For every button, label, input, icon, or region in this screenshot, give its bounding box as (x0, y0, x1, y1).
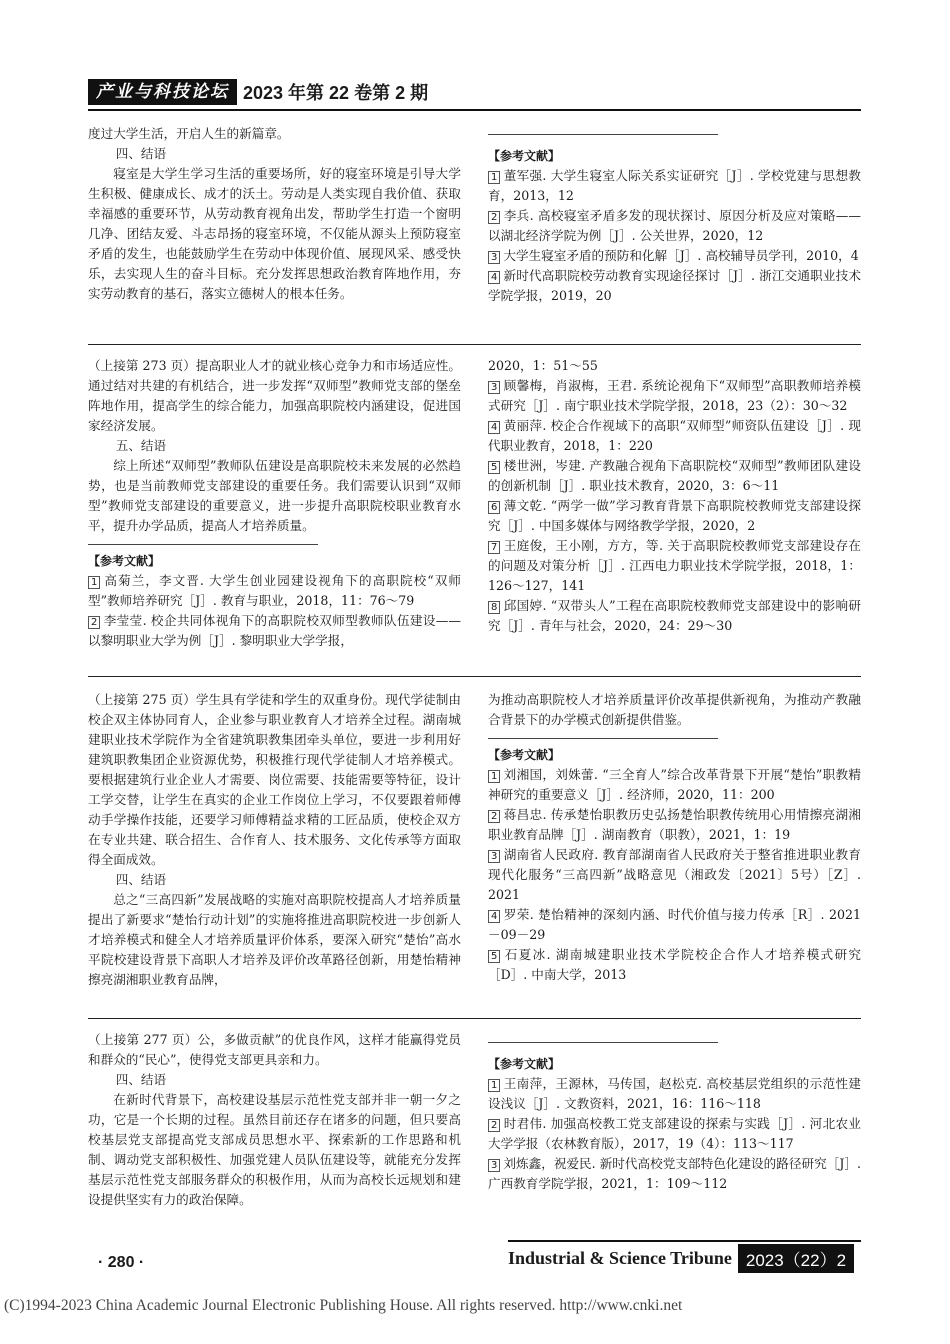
reference-number: 5 (488, 950, 500, 963)
reference-item (488, 805, 861, 845)
reference-text: 大学生寝室矛盾的预防和化解［J］. 高校辅导员学刊，2010，4 (503, 248, 859, 263)
issue-label: 2023 年第 22 卷第 2 期 (243, 83, 429, 103)
reference-text: 薄文乾. “两学一做”学习教育背景下高职院校教师党支部建设探究［J］. 中国多媒体与网络教学学报，2020，2 (488, 498, 861, 533)
reference-number: 2 (88, 616, 100, 629)
s2-body (88, 356, 461, 536)
reference-number: 4 (488, 910, 500, 923)
reference-number: 6 (488, 501, 500, 514)
reference-item (88, 611, 461, 651)
reference-number: 4 (488, 271, 500, 284)
reference-text: 顾馨梅，肖淑梅，王君. 系统论视角下“双师型”高职教师培养模式研究［J］. 南宁职业技术学院学报，2018，23（2）：30～32 (488, 378, 861, 413)
reference-number: 2 (488, 211, 500, 224)
reference-heading: 【参考文献】 (488, 149, 561, 163)
reference-number: 3 (488, 251, 500, 264)
reference-text: 刘湘国，刘姝蕾. “三全育人”综合改革背景下开展“楚怡”职教精神研究的重要意义［J］. 经济师，2020，11：200 (488, 767, 861, 802)
reference-item (488, 246, 861, 266)
reference-text: 新时代高职院校劳动教育实现途径探讨［J］. 浙江交通职业技术学院学报，2019，20 (488, 268, 861, 303)
reference-text: 石夏冰. 湖南城建职业技术学院校企合作人才培养模式研究［D］. 中南大学，2013 (488, 947, 861, 982)
section-heading: 四、结语 (115, 872, 167, 887)
reference-item (488, 456, 861, 496)
ref-rule (488, 1042, 718, 1043)
reference-text: 时君伟. 加强高校教工党支部建设的探索与实践［J］. 河北农业大学学报（农林教育版），2017，19（4）：113～117 (488, 1116, 861, 1151)
reference-text: 李兵. 高校寝室矛盾多发的现状探讨、原因分析及应对策略——以湖北经济学院为例［J］. 公关世界，2020，12 (488, 208, 861, 243)
s1-reference-list (488, 166, 861, 306)
reference-item (488, 496, 861, 536)
ref-rule (88, 544, 318, 545)
page-footer (508, 1244, 854, 1273)
reference-item (88, 571, 461, 611)
reference-number: 3 (488, 381, 500, 394)
paragraph: （上接第 273 页）提高职业人才的就业核心竞争力和市场适应性。通过结对共建的有机结合，进一步发挥“双师型”教师党支部的堡垒阵地作用，提高学生的综合能力，加强高职院校内涵建设，促进国家经济发展。 (88, 358, 461, 433)
section-separator (88, 676, 861, 677)
reference-text: 董军强. 大学生寝室人际关系实证研究［J］. 学校党建与思想教育，2013，12 (488, 168, 861, 203)
reference-number: 1 (488, 171, 500, 184)
paragraph: （上接第 275 页）学生具有学徒和学生的双重身份。现代学徒制由校企双主体协同育人，企业参与职业教育人才培养全过程。湖南城建职业技术学院作为全省建筑职教集团牵头单位，要进一步利用好建筑职教集团企业资源优势，积极推行现代学徒制人才培养模式。要根据建筑行业企业人才需要、岗位需要、技能需要等特征，设计工学交替，让学生在真实的企业工作岗位上学习，不仅要跟着师傅动手学操作技能，还要学习师傅精益求精的工匠品质，使校企双方在专业共建、联合招生、合作育人、技术服务、文化传承等方面取得全面成效。 (88, 692, 461, 867)
reference-item (488, 416, 861, 456)
reference-number: 4 (488, 421, 500, 434)
reference-item (488, 376, 861, 416)
paragraph: 度过大学生活，开启人生的新篇章。 (88, 126, 290, 141)
copyright-notice: (C)1994-2023 China Academic Journal Electronic Publishing House. All rights reserved. http://www.cnki.net (4, 1297, 683, 1314)
paragraph: 寝室是大学生学习生活的重要场所，好的寝室环境是引导大学生积极、健康成长、成才的沃土。劳动是人类实现自我价值、获取幸福感的重要环节，从劳动教育视角出发，帮助学生打造一个窗明几净、团结友爱、斗志昂扬的寝室环境，不仅能从源头上预防寝室矛盾的发生，也能鼓励学生在劳动中体现价值、展现风采、感受快乐，去实现人生的奋斗目标。充分发挥思想政治教育阵地作用，夯实劳动教育的基石，落实立德树人的根本任务。 (88, 166, 461, 301)
reference-text: 蒋昌忠. 传承楚怡职教历史弘扬楚怡职教传统用心用情擦亮湖湘职业教育品牌［J］. 湖南教育（职教），2021，1：19 (488, 807, 861, 842)
reference-number: 1 (88, 576, 100, 589)
reference-item (488, 1154, 861, 1194)
s1-right-column (488, 146, 861, 306)
reference-item (488, 945, 861, 985)
s4-right-column (488, 1054, 861, 1194)
reference-text: 楼世洲，岑建. 产教融合视角下高职院校“双师型”教师团队建设的创新机制［J］. 职业技术教育，2020，3：6～11 (488, 458, 861, 493)
journal-english-title: Industrial & Science Tribune (508, 1248, 732, 1268)
reference-number: 7 (488, 541, 500, 554)
paragraph: （上接第 277 页）公，多做贡献”的优良作风，这样才能赢得党员和群众的“民心”，使得党支部更具亲和力。 (88, 1032, 461, 1067)
reference-item (488, 596, 861, 636)
reference-number: 1 (488, 1079, 500, 1092)
s3-left-column (88, 690, 461, 990)
page-number: · 280 · (98, 1254, 145, 1271)
s2-left-column (88, 356, 461, 651)
reference-number: 2 (488, 1119, 500, 1132)
reference-text: 王庭俊，王小刚，方方，等. 关于高职院校教师党支部建设存在的问题及对策分析［J］. 江西电力职业技术学院学报，2018，1：126～127，141 (488, 538, 861, 593)
s2-left-reference-list (88, 571, 461, 651)
ref-rule (488, 134, 718, 135)
reference-item (488, 536, 861, 596)
journal-title: 产业与科技论坛 (88, 79, 237, 105)
reference-text: 湖南省人民政府. 教育部湖南省人民政府关于整省推进职业教育现代化服务“三高四新”战略意见（湘政发〔2021〕5号）［Z］. 2021 (488, 847, 861, 902)
reference-item (488, 1074, 861, 1114)
section-separator (88, 1018, 861, 1019)
header-rule (88, 109, 861, 111)
reference-item (488, 845, 861, 905)
reference-number: 3 (488, 1159, 500, 1172)
reference-text: 李莹莹. 校企共同体视角下的高职院校双师型教师队伍建设——以黎明职业大学为例［J］. 黎明职业大学学报， (88, 613, 461, 648)
paragraph: 总之“三高四新”发展战略的实施对高职院校提高人才培养质量提出了新要求“楚怡行动计划”的实施将推进高职院校进一步创新人才培养模式和健全人才培养质量评价体系，要深入研究“楚怡”高水平院校建设背景下高职人才培养及评价改革路径创新，用楚怡精神擦亮湖湘职业教育品牌， (88, 892, 461, 987)
reference-number: 1 (488, 770, 500, 783)
section-heading: 四、结语 (115, 1072, 167, 1087)
s4-left-column (88, 1030, 461, 1210)
reference-number: 2 (488, 810, 500, 823)
reference-continuation: 2020，1：51～55 (488, 358, 598, 373)
reference-heading: 【参考文献】 (488, 748, 561, 762)
reference-number: 8 (488, 601, 500, 614)
reference-text: 邱国婷. “双带头人”工程在高职院校教师党支部建设中的影响研究［J］. 青年与社会，2020，24：29～30 (488, 598, 861, 633)
s4-reference-list (488, 1074, 861, 1194)
page-header (88, 79, 428, 105)
section-heading: 五、结语 (115, 438, 167, 453)
reference-number: 3 (488, 850, 500, 863)
reference-number: 5 (488, 461, 500, 474)
reference-text: 罗荣. 楚怡精神的深刻内涵、时代价值与接力传承［R］. 2021－09－29 (488, 907, 861, 942)
section-separator (88, 344, 861, 345)
s2-right-reference-list (488, 376, 861, 636)
paragraph: 综上所述“双师型”教师队伍建设是高职院校未来发展的必然趋势，也是当前教师党支部建设的重要任务。我们需要认识到“双师型”教师党支部建设的重要意义，进一步提升高职院校职业教育水平，提升办学品质，提高人才培养质量。 (88, 458, 461, 533)
reference-text: 黄丽萍. 校企合作视域下的高职“双师型”师资队伍建设［J］. 现代职业教育，2018，1：220 (488, 418, 861, 453)
reference-item (488, 166, 861, 206)
footer-rule (508, 1240, 861, 1242)
footer-issue: 2023（22）2 (738, 1244, 854, 1273)
s3-reference-list (488, 765, 861, 985)
reference-text: 刘炼鑫，祝爱民. 新时代高校党支部特色化建设的路径研究［J］. 广西教育学院学报，2021，1：109～112 (488, 1156, 861, 1191)
reference-text: 高菊兰，李文晋. 大学生创业园建设视角下的高职院校“双师型”教师培养研究［J］. 教育与职业，2018，11：76～79 (88, 573, 461, 608)
s2-right-column (488, 356, 861, 636)
reference-text: 王南萍，王源林，马传国，赵松克. 高校基层党组织的示范性建设浅议［J］. 文教资料，2021，16：116～118 (488, 1076, 861, 1111)
paragraph: 在新时代背景下，高校建设基层示范性党支部并非一朝一夕之功，它是一个长期的过程。虽然目前还存在诸多的问题，但只要高校基层党支部提高党支部成员思想水平、探索新的工作思路和机制、调动党支部积极性、加强党建人员队伍建设等，就能充分发挥基层示范性党支部服务群众的积极作用，从而为高校长远规划和建设提供坚实有力的政治保障。 (88, 1092, 461, 1207)
reference-item (488, 905, 861, 945)
reference-item (488, 266, 861, 306)
s1-left-column (88, 124, 461, 304)
reference-heading: 【参考文献】 (488, 1057, 561, 1071)
ref-rule (488, 738, 718, 739)
reference-item (488, 206, 861, 246)
reference-item (488, 765, 861, 805)
reference-heading: 【参考文献】 (88, 554, 161, 568)
s3-right-column (488, 690, 861, 985)
reference-item (488, 1114, 861, 1154)
section-heading: 四、结语 (115, 146, 167, 161)
s3-continuation: 为推动高职院校人才培养质量评价改革提供新视角，为推动产教融合背景下的办学模式创新提供借鉴。 (488, 692, 861, 727)
